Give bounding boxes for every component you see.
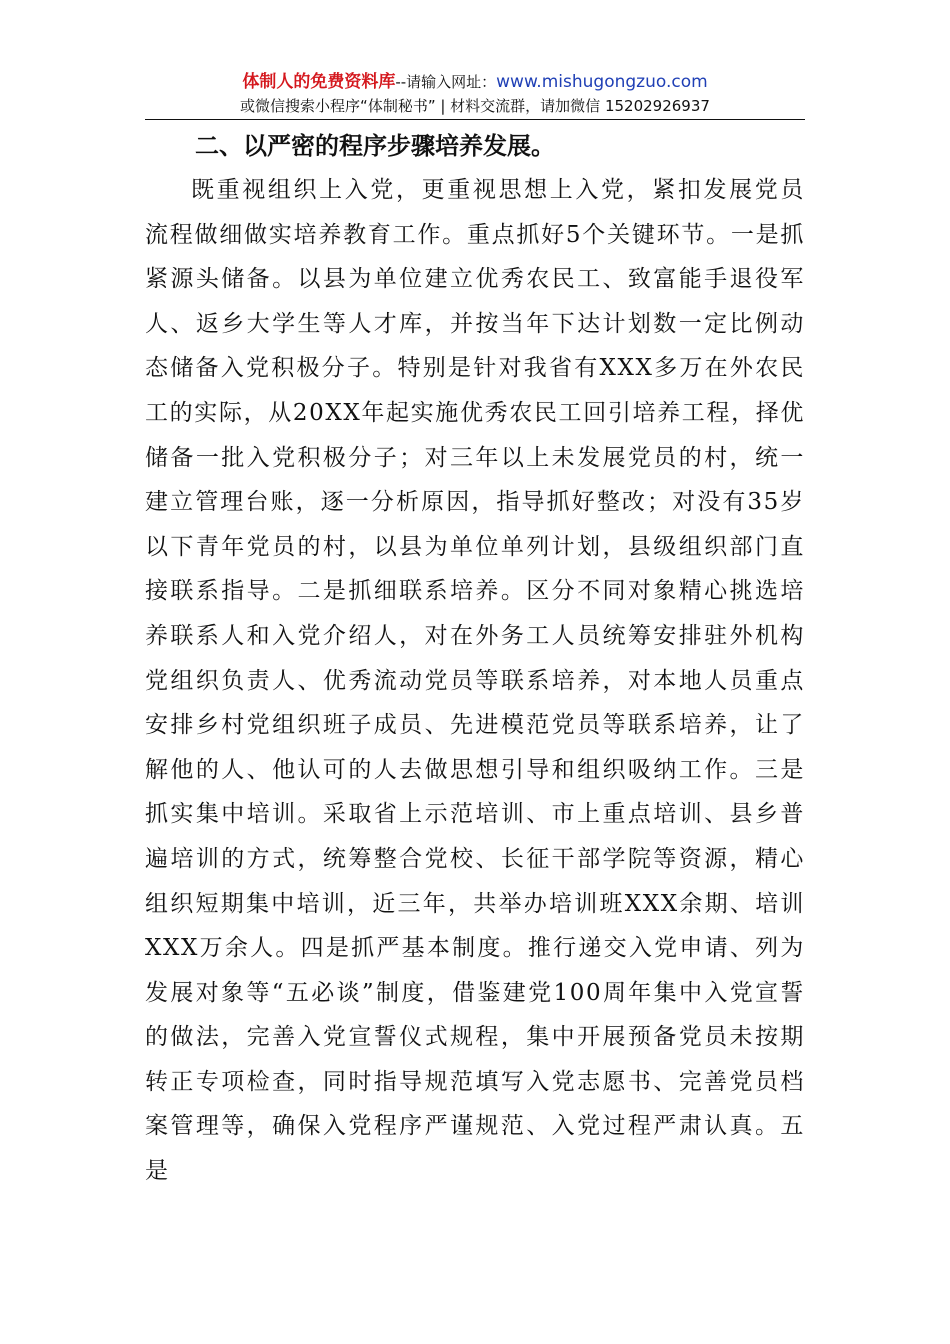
header-contact-line: 或微信搜索小程序“体制秘书” | 材料交流群，请加微信 15202926937 — [240, 97, 710, 115]
header-url-link[interactable]: www.mishugongzuo.com — [496, 72, 708, 92]
header-divider — [145, 119, 805, 120]
body-paragraph: 既重视组织上入党，更重视思想上入党，紧扣发展党员流程做细做实培养教育工作。重点抓好5个关键环节。一是抓紧源头储备。以县为单位建立优秀农民工、致富能手退役军人、返乡大学生等人才库，并按当年下达计划数一定比例动态储备入党积极分子。特别是针对我省有XXX多万在外农民工的实际，从20XX年起实施优秀农民工回引培养工程，择优储备一批入党积极分子；对三年以上未发展党员的村，统一建立管理台账，逐一分析原因，指导抓好整改；对没有35岁以下青年党员的村，以县为单位单列计划，县级组织部门直接联系指导。二是抓细联系培养。区分不同对象精心挑选培养联系人和入党介绍人，对在外务工人员统筹安排驻外机构党组织负责人、优秀流动党员等联系培养，对本地人员重点安排乡村党组织班子成员、先进模范党员等联系培养，让了解他的人、他认可的人去做思想引导和组织吸纳工作。三是抓实集中培训。采取省上示范培训、市上重点培训、县乡普遍培训的方式，统筹整合党校、长征干部学院等资源，精心组织短期集中培训，近三年，共举办培训班XXX余期、培训XXX万余人。四是抓严基本制度。推行递交入党申请、列为发展对象等“五必谈”制度，借鉴建党100周年集中入党宣誓的做法，完善入党宣誓仪式规程，集中开展预备党员未按期转正专项检查，同时指导规范填写入党志愿书、完善党员档案管理等，确保入党程序严谨规范、入党过程严肃认真。五是 — [145, 177, 805, 1185]
section-heading: 二、以严密的程序步骤培养发展。 — [195, 132, 555, 160]
header-banner-line — [0, 70, 950, 94]
header-prompt: --请输入网址： — [395, 73, 497, 91]
document-body — [145, 124, 805, 1194]
header-brand: 体制人的免费资料库 — [242, 72, 396, 92]
page-header — [0, 70, 950, 118]
